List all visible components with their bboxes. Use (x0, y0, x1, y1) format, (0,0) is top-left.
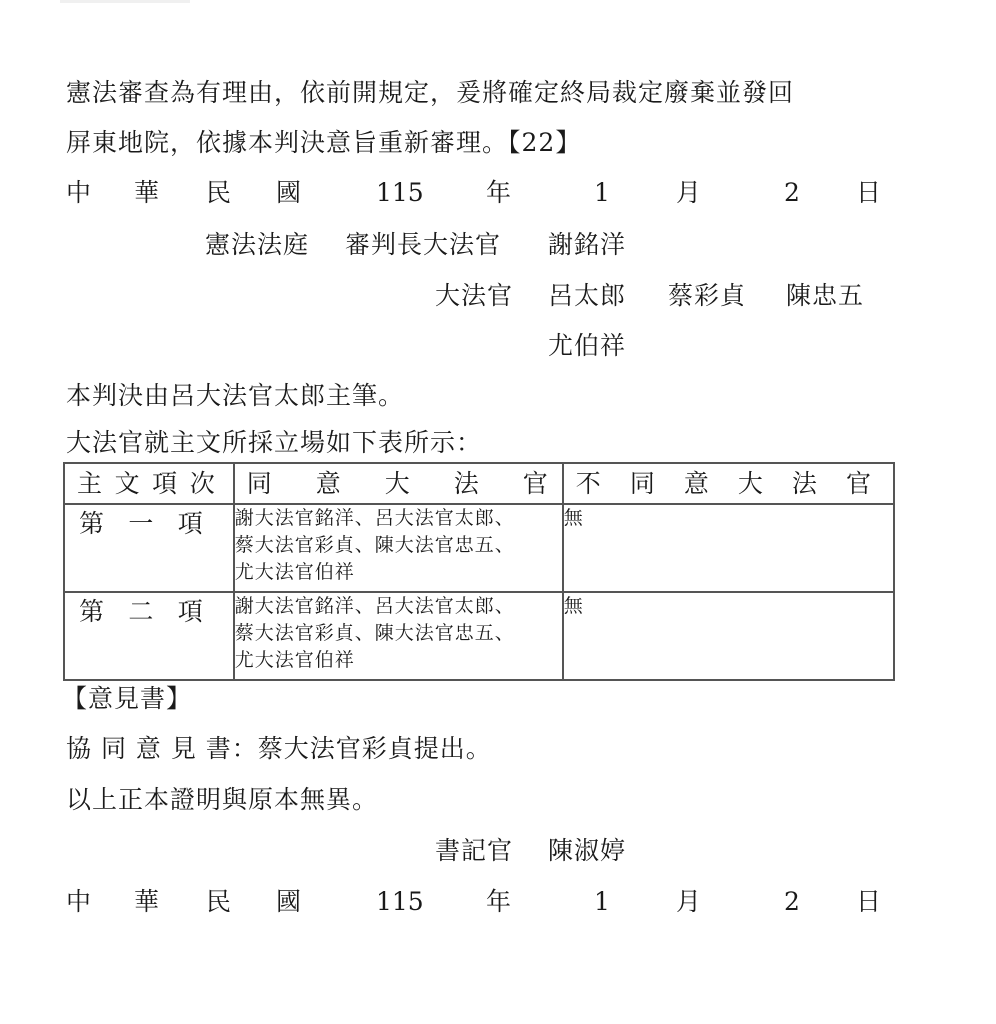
author-note: 本判決由呂大法官太郎主筆。 (66, 381, 405, 410)
presiding-name: 謝銘洋 (548, 230, 627, 259)
date-char: 中 (66, 887, 92, 916)
date-year: 115 (376, 178, 424, 207)
justice-name: 蔡彩貞 (668, 281, 747, 310)
date-char: 民 (206, 887, 232, 916)
table-intro: 大法官就主文所採立場如下表所示： (66, 428, 483, 457)
justice-title: 大法官 (435, 281, 514, 310)
date-month-unit: 月 (676, 178, 702, 207)
header-agree: 同 意 大 法 官 (234, 463, 563, 504)
certification-statement: 以上正本證明與原本無異。 (66, 785, 379, 814)
certification-date (66, 887, 886, 917)
scan-artifact (60, 0, 190, 3)
date-month: 1 (594, 887, 610, 916)
date-year-unit: 年 (486, 887, 512, 916)
justice-name: 尤伯祥 (548, 331, 627, 360)
date-day-unit: 日 (856, 887, 882, 916)
concurring-label: 協 同 意 見 書： (66, 734, 258, 763)
date-day-unit: 日 (856, 178, 882, 207)
table-header-row (64, 463, 894, 504)
header-disagree: 不 同 意 大 法 官 (563, 463, 894, 504)
date-char: 中 (66, 178, 92, 207)
row-disagree-cell: 無 (563, 504, 894, 592)
date-char: 國 (276, 178, 302, 207)
date-month-unit: 月 (676, 887, 702, 916)
date-char: 民 (206, 178, 232, 207)
date-day: 2 (784, 887, 800, 916)
clerk-name: 陳淑婷 (548, 836, 627, 865)
justice-name: 陳忠五 (786, 281, 865, 310)
date-year: 115 (376, 887, 424, 916)
paragraph-line-2: 屏東地院，依據本判決意旨重新審理。【22】 (66, 128, 582, 157)
paragraph-line-1: 憲法審查為有理由，依前開規定，爰將確定終局裁定廢棄並發回 (66, 78, 795, 107)
row-item-cell: 第 二 項 (64, 592, 234, 680)
clerk-title: 書記官 (435, 836, 514, 865)
concurring-opinion (66, 734, 492, 764)
opinions-heading: 【意見書】 (62, 684, 193, 713)
court-name: 憲法法庭 (205, 230, 310, 259)
table-row (64, 504, 894, 592)
date-char: 華 (134, 178, 160, 207)
row-item-cell: 第 一 項 (64, 504, 234, 592)
date-year-unit: 年 (486, 178, 512, 207)
date-day: 2 (784, 178, 800, 207)
date-month: 1 (594, 178, 610, 207)
row-agree-cell: 謝大法官銘洋、呂大法官太郎、 蔡大法官彩貞、陳大法官忠五、 尤大法官伯祥 (234, 592, 563, 680)
row-disagree-cell: 無 (563, 592, 894, 680)
positions-table (63, 462, 895, 681)
table-row (64, 592, 894, 680)
date-char: 國 (276, 887, 302, 916)
presiding-title: 審判長大法官 (345, 230, 502, 259)
judgment-date (66, 178, 886, 208)
concurring-text: 蔡大法官彩貞提出。 (257, 734, 492, 763)
header-item: 主 文 項 次 (64, 463, 234, 504)
date-char: 華 (134, 887, 160, 916)
row-agree-cell: 謝大法官銘洋、呂大法官太郎、 蔡大法官彩貞、陳大法官忠五、 尤大法官伯祥 (234, 504, 563, 592)
justice-name: 呂太郎 (548, 281, 627, 310)
